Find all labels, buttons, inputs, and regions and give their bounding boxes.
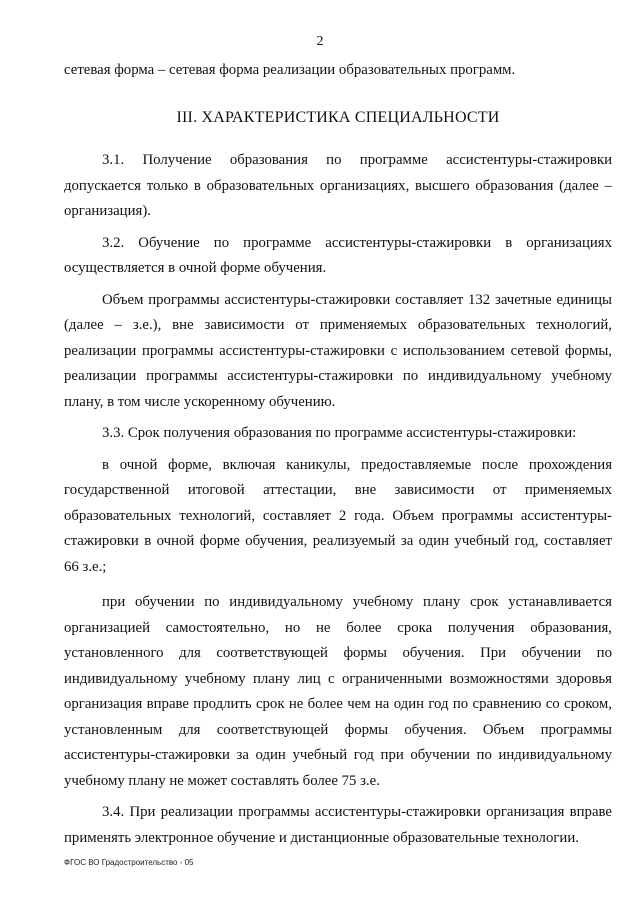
paragraph-3-2: 3.2. Обучение по программе ассистентуры-стажировки в организациях осуществляется в очной форме обучения.	[64, 234, 612, 276]
page-number: 2	[316, 34, 324, 49]
section-title: III. ХАРАКТЕРИСТИКА СПЕЦИАЛЬНОСТИ	[176, 108, 500, 126]
paragraph-3-4: 3.4. При реализации программы ассистентуры-стажировки организация вправе применять электронное обучение и дистанционные образовательные технологии.	[64, 804, 612, 846]
paragraph-volume: Объем программы ассистентуры-стажировки составляет 132 зачетные единицы (далее – з.е.), вне зависимости от применяемых образовательных технологий, реализации программы ассистентуры-стажировки с использованием сетевой формы, реализации программы ассистентуры-стажировки по индивидуальному учебному плану, в том числе ускоренному обучению.	[64, 291, 612, 410]
paragraph-3-1: 3.1. Получение образования по программе ассистентуры-стажировки допускается только в образовательных организациях, высшего образования (далее – организация).	[64, 152, 612, 219]
footer-text: ФГОС ВО Градостроительство - 05	[64, 858, 194, 867]
paragraph-full-time: в очной форме, включая каникулы, предоставляемые после прохождения государственной итоговой аттестации, вне зависимости от применяемых образовательных технологий, составляет 2 года. Объем программы ассистентуры-стажировки в очной форме обучения, реализуемый за один учебный год, составляет 66 з.е.;	[64, 456, 612, 575]
paragraph-individual-plan: при обучении по индивидуальному учебному плану срок устанавливается организацией самостоятельно, но не более срока получения образования, установленного для соответствующей формы обучения. При обучении по индивидуальному учебному плану лиц с ограниченными возможностями здоровья организация вправе продлить срок не более чем на один год по сравнению со сроком, установленным для соответствующей формы обучения. Объем программы ассистентуры-стажировки за один учебный год при обучении по индивидуальному учебному плану не может составлять более 75 з.е.	[64, 594, 612, 789]
document-body	[64, 58, 612, 851]
intro-line: сетевая форма – сетевая форма реализации образовательных программ.	[64, 62, 516, 78]
paragraph-3-3: 3.3. Срок получения образования по программе ассистентуры-стажировки:	[102, 425, 577, 441]
